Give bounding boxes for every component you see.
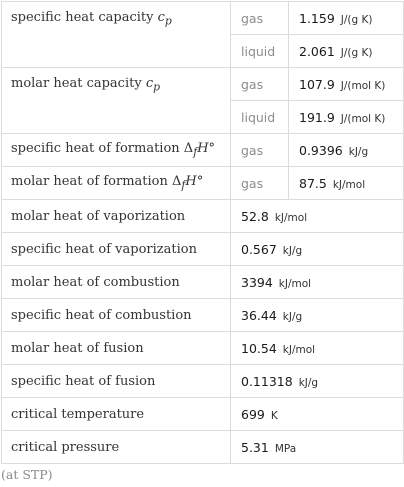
row-label: molar heat of combustion: [2, 266, 231, 299]
row-label: specific heat of fusion: [2, 365, 231, 398]
row-value: 0.567 kJ/g: [231, 233, 404, 266]
phase-label: gas: [231, 167, 289, 200]
row-label: molar heat of formation $\Delta_fH^\circ$: [2, 167, 231, 200]
row-value: 87.5 kJ/mol: [289, 167, 404, 200]
row-label: critical pressure: [2, 431, 231, 464]
row-value: 2.061 J/(g K): [289, 35, 404, 68]
table-row: [2, 68, 404, 101]
row-value: 52.8 kJ/mol: [231, 200, 404, 233]
row-value: 107.9 J/(mol K): [289, 68, 404, 101]
phase-label: gas: [231, 134, 289, 167]
row-value: 3394 kJ/mol: [231, 266, 404, 299]
table-row: [2, 299, 404, 332]
table-row: [2, 200, 404, 233]
phase-label: liquid: [231, 101, 289, 134]
phase-label: gas: [231, 68, 289, 101]
row-label: specific heat of formation $\Delta_fH^\circ$: [2, 134, 231, 167]
row-label: specific heat capacity $c_p$: [2, 2, 231, 68]
row-label: molar heat of vaporization: [2, 200, 231, 233]
table-row: [2, 398, 404, 431]
row-value: 10.54 kJ/mol: [231, 332, 404, 365]
row-value: 0.9396 kJ/g: [289, 134, 404, 167]
table-row: [2, 2, 404, 35]
row-label: critical temperature: [2, 398, 231, 431]
row-label: specific heat of combustion: [2, 299, 231, 332]
phase-label: gas: [231, 2, 289, 35]
table-row: [2, 365, 404, 398]
table-row: [2, 134, 404, 167]
table-row: [2, 431, 404, 464]
row-label: molar heat of fusion: [2, 332, 231, 365]
row-label: molar heat capacity $c_p$: [2, 68, 231, 134]
row-value: 1.159 J/(g K): [289, 2, 404, 35]
table-row: [2, 332, 404, 365]
table-row: [2, 233, 404, 266]
table-row: [2, 167, 404, 200]
table-row: [2, 266, 404, 299]
phase-label: liquid: [231, 35, 289, 68]
row-value: 0.11318 kJ/g: [231, 365, 404, 398]
thermodynamic-properties-table: [1, 1, 404, 464]
footnote: (at STP): [1, 467, 53, 482]
row-value: 191.9 J/(mol K): [289, 101, 404, 134]
row-value: 699 K: [231, 398, 404, 431]
row-label: specific heat of vaporization: [2, 233, 231, 266]
row-value: 36.44 kJ/g: [231, 299, 404, 332]
row-value: 5.31 MPa: [231, 431, 404, 464]
